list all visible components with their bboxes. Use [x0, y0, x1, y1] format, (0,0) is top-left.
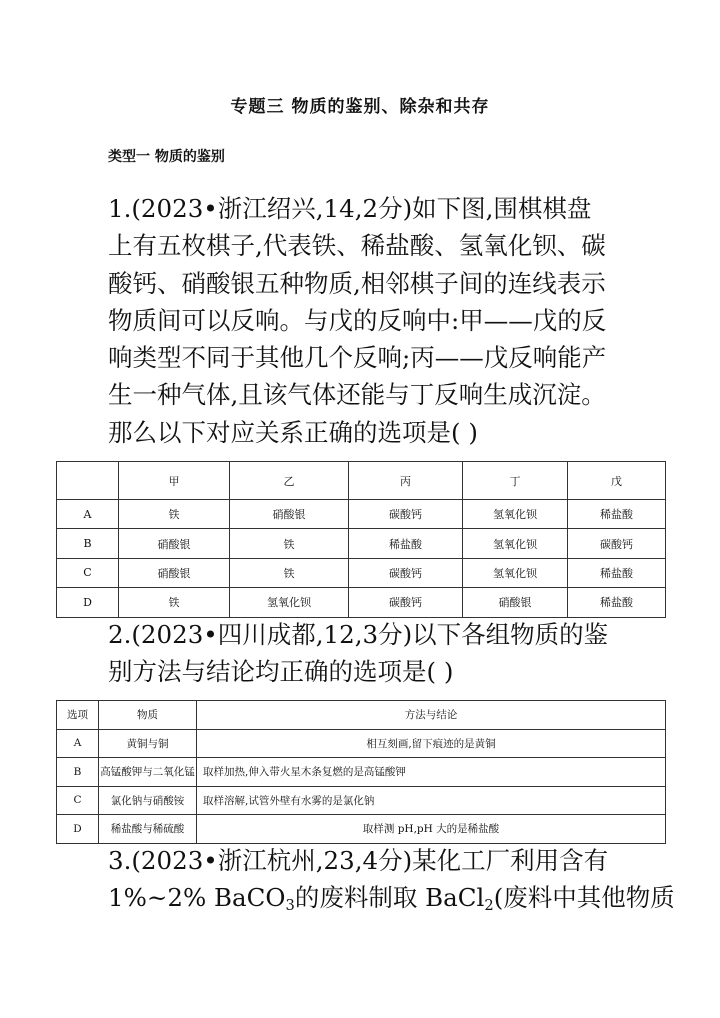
table-cell: 硝酸银 — [119, 529, 230, 558]
table-cell: 铁 — [230, 529, 349, 558]
table-cell: 碳酸钙 — [568, 529, 666, 558]
table-cell: 方法与结论 — [197, 701, 666, 730]
table-row — [57, 529, 666, 558]
table-row — [57, 786, 666, 815]
q1-line: 那么以下对应关系正确的选项是( ) — [108, 417, 478, 447]
table-cell: 铁 — [119, 588, 230, 617]
q1-line: 生一种气体,且该气体还能与丁反响生成沉淀。 — [108, 380, 606, 410]
options-table-1 — [56, 461, 666, 618]
table-cell: 碳酸钙 — [349, 588, 463, 617]
table-cell: 稀盐酸与稀硫酸 — [99, 815, 197, 844]
question-2 — [108, 616, 628, 691]
q3-line: 3.(2023•浙江杭州,23,4分)某化工厂利用含有 — [108, 846, 609, 875]
table-cell: D — [57, 588, 119, 617]
table-cell: 铁 — [119, 500, 230, 529]
table-cell: 高锰酸钾与二氧化锰 — [99, 758, 197, 787]
subscript: 2 — [484, 897, 494, 915]
table-cell: 氢氧化钡 — [230, 588, 349, 617]
table-cell: C — [57, 558, 119, 587]
table-cell: B — [57, 529, 119, 558]
table-cell: 碳酸钙 — [349, 558, 463, 587]
table-cell: 稀盐酸 — [568, 500, 666, 529]
table-cell: 取样加热,伸入带火星木条复燃的是高锰酸钾 — [197, 758, 666, 787]
q3-text: (废料中其他物质 — [493, 883, 675, 913]
table-cell: 氯化钠与硝酸铵 — [99, 786, 197, 815]
q1-line: 酸钙、硝酸银五种物质,相邻棋子间的连线表示 — [108, 268, 606, 298]
table-row — [57, 588, 666, 617]
table-cell: 氢氧化钡 — [463, 529, 568, 558]
table-header-row — [57, 462, 666, 500]
table-cell: 碳酸钙 — [349, 500, 463, 529]
page-title: 专题三 物质的鉴别、除杂和共存 — [230, 97, 490, 117]
table-cell: 甲 — [119, 462, 230, 500]
table-cell: 物质 — [99, 701, 197, 730]
q1-line: 1.(2023•浙江绍兴,14,2分)如下图,围棋棋盘 — [108, 194, 592, 223]
question-3 — [108, 842, 675, 917]
q2-line: 2.(2023•四川成都,12,3分)以下各组物质的鉴 — [108, 620, 609, 649]
table-cell: 丙 — [349, 462, 463, 500]
q3-line — [108, 879, 675, 916]
table-cell: A — [57, 500, 119, 529]
table-row — [57, 815, 666, 844]
table-cell: 黄铜与铜 — [99, 729, 197, 758]
q3-text: 的废料制取 BaCl — [294, 883, 485, 913]
table-cell: 乙 — [230, 462, 349, 500]
table-cell: 氢氧化钡 — [463, 558, 568, 587]
table-cell: 稀盐酸 — [568, 558, 666, 587]
table-cell: 取样溶解,试管外壁有水雾的是氯化钠 — [197, 786, 666, 815]
table-cell: 丁 — [463, 462, 568, 500]
table-cell — [57, 462, 119, 500]
section-subtitle: 类型一 物质的鉴别 — [108, 149, 225, 165]
table-cell: 取样测 pH,pH 大的是稀盐酸 — [197, 815, 666, 844]
table-cell: A — [57, 729, 99, 758]
table-row — [57, 729, 666, 758]
table-cell: D — [57, 815, 99, 844]
table-header-row — [57, 701, 666, 730]
table-cell: C — [57, 786, 99, 815]
table-row — [57, 500, 666, 529]
table-cell: 硝酸银 — [230, 500, 349, 529]
table-cell: 硝酸银 — [119, 558, 230, 587]
table-row — [57, 758, 666, 787]
table-cell: 硝酸银 — [463, 588, 568, 617]
table-cell: 稀盐酸 — [349, 529, 463, 558]
table-cell: B — [57, 758, 99, 787]
q3-text: 1%~2% BaCO — [108, 883, 286, 913]
options-table-2 — [56, 700, 666, 844]
table-row — [57, 558, 666, 587]
q1-line: 物质间可以反响。与戊的反响中:甲——戊的反 — [108, 305, 607, 335]
q2-line: 别方法与结论均正确的选项是( ) — [108, 657, 454, 687]
question-1 — [108, 190, 628, 451]
q1-line: 上有五枚棋子,代表铁、稀盐酸、氢氧化钡、碳 — [108, 231, 606, 261]
q1-line: 响类型不同于其他几个反响;丙——戊反响能产 — [108, 343, 607, 373]
table-cell: 稀盐酸 — [568, 588, 666, 617]
table-cell: 氢氧化钡 — [463, 500, 568, 529]
table-cell: 铁 — [230, 558, 349, 587]
table-cell: 选项 — [57, 701, 99, 730]
subscript: 3 — [285, 897, 295, 915]
table-cell: 相互刻画,留下痕迹的是黄铜 — [197, 729, 666, 758]
table-cell: 戊 — [568, 462, 666, 500]
